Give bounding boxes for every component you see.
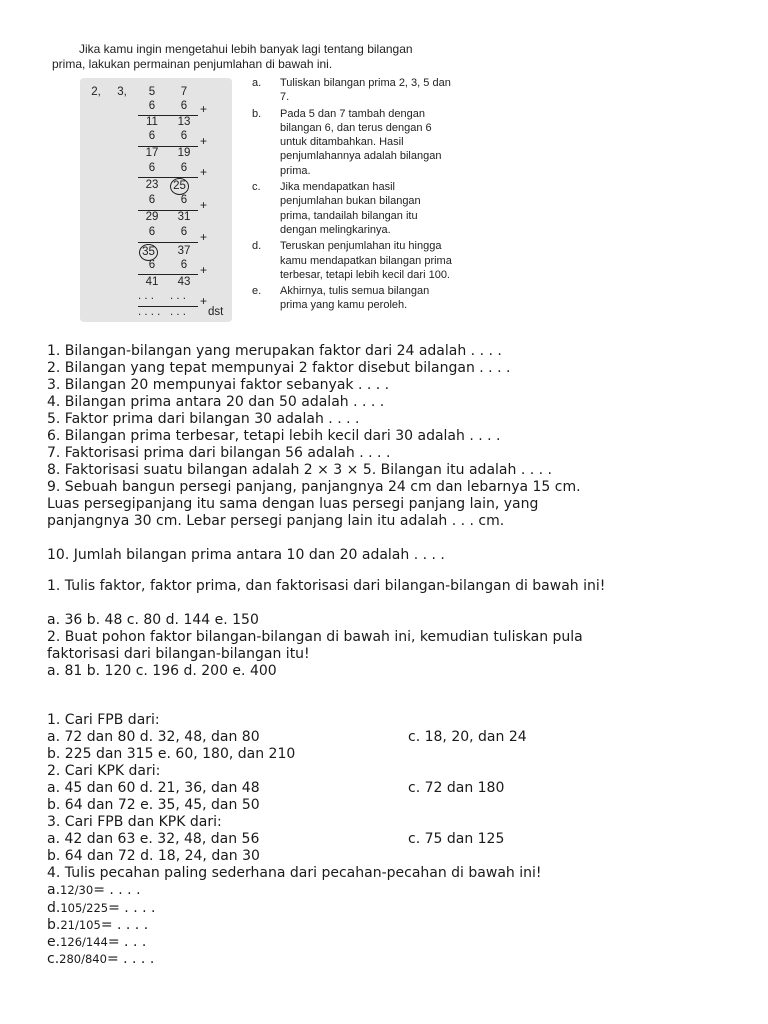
- fpb-option-c: c. 18, 20, dan 24: [408, 729, 527, 745]
- figure-sum: 31: [177, 211, 191, 223]
- fpb-kpk-question: 3. Cari FPB dan KPK dari:: [47, 814, 222, 830]
- fraction-expr: 280/840: [59, 952, 107, 966]
- kpk-option-c: c. 72 dan 180: [408, 780, 505, 796]
- figure-sum: 11: [146, 116, 158, 128]
- instruction-text: Akhirnya, tulis semua bilangan prima yang kamu peroleh.: [280, 285, 430, 312]
- figure-sum: 29: [145, 211, 159, 223]
- fpb-kpk-option-c: c. 75 dan 125: [408, 831, 505, 847]
- fraction-item: [47, 900, 155, 917]
- instruction-text: Jika mendapatkan hasil penjumlahan bukan bilangan prima, tandailah bilangan itu dengan melingkarinya.: [280, 181, 421, 236]
- game-instructions: [252, 76, 452, 313]
- kpk-options: a. 45 dan 60 d. 21, 36, dan 48: [47, 780, 260, 796]
- kpk-options: b. 64 dan 72 e. 35, 45, dan 50: [47, 797, 260, 813]
- fraction-label: c.: [47, 951, 60, 967]
- fraction-item: [47, 951, 154, 968]
- question-item: 7. Faktorisasi prima dari bilangan 56 adalah . . . .: [47, 445, 391, 461]
- figure-sum: 23: [145, 179, 159, 191]
- figure-sum: 17: [145, 147, 159, 159]
- figure-addend: 6: [148, 100, 156, 112]
- figure-sum: 19: [177, 147, 191, 159]
- figure-number: 5: [148, 86, 156, 98]
- fraction-tail: = . . . .: [106, 951, 155, 967]
- ellipsis: . . . .: [138, 306, 161, 318]
- figure-sum: 41: [145, 276, 159, 288]
- question-item: 8. Faktorisasi suatu bilangan adalah 2 × 3 × 5. Bilangan itu adalah . . . .: [47, 462, 552, 478]
- instruction-item: [252, 239, 452, 282]
- fraction-tail: = . . . .: [93, 882, 141, 898]
- fraction-question: 4. Tulis pecahan paling sederhana dari pecahan-pecahan di bawah ini!: [47, 865, 542, 881]
- fraction-label: b.: [47, 917, 61, 933]
- fpb-question: 1. Cari FPB dari:: [47, 712, 160, 728]
- sum-rule: [138, 242, 198, 243]
- instruction-letter: e.: [252, 285, 262, 298]
- fraction-tail: = . . .: [107, 934, 147, 950]
- question-item: 3. Bilangan 20 mempunyai faktor sebanyak . . . .: [47, 377, 390, 393]
- plus-sign: +: [200, 198, 208, 212]
- fpb-options: a. 72 dan 80 d. 32, 48, dan 80: [47, 729, 260, 745]
- fraction-expr: 105/225: [60, 901, 109, 915]
- sum-rule: [138, 177, 198, 178]
- instruction-letter: a.: [252, 77, 262, 89]
- plus-sign: +: [200, 263, 208, 277]
- instruction-item: [252, 284, 452, 313]
- plus-sign: +: [200, 294, 208, 308]
- fraction-expr: 126/144: [60, 935, 108, 949]
- instruction-item: [252, 180, 452, 237]
- sum-rule: [138, 274, 198, 275]
- figure-addend: 6: [180, 100, 188, 112]
- intro-text: [52, 42, 452, 72]
- circled-non-prime: 25: [170, 178, 189, 195]
- question-item: 4. Bilangan prima antara 20 dan 50 adalah . . . .: [47, 394, 385, 410]
- figure-sum: 37: [177, 245, 191, 257]
- plus-sign: +: [200, 102, 208, 116]
- fraction-label: d.: [47, 900, 61, 916]
- figure-addend: 6: [148, 226, 156, 238]
- prime-addition-figure: [80, 78, 232, 322]
- figure-addend: 6: [180, 194, 188, 206]
- fpb-kpk-options: b. 64 dan 72 d. 18, 24, dan 30: [47, 848, 260, 864]
- figure-sum: 13: [177, 116, 191, 128]
- figure-number: 2,: [91, 86, 101, 98]
- figure-number: 3,: [117, 86, 127, 98]
- instruction-text: Teruskan penjumlahan itu hingga kamu mendapatkan bilangan prima terbesar, tetapi lebih kecil dari 100.: [280, 240, 452, 281]
- fraction-item: [47, 917, 148, 934]
- instruction-letter: c.: [252, 181, 261, 194]
- question-item: 9. Sebuah bangun persegi panjang, panjangnya 24 cm dan lebarnya 15 cm. Luas persegipanjang itu sama dengan luas persegi panjang lain, yang panjangnya 30 cm. Lebar persegi panjang lain itu adalah . . . cm.: [47, 479, 581, 529]
- figure-addend: 6: [180, 162, 188, 174]
- figure-addend: 6: [148, 130, 156, 142]
- essay-options: a. 81 b. 120 c. 196 d. 200 e. 400: [47, 663, 277, 679]
- instruction-text: Tuliskan bilangan prima 2, 3, 5 dan 7.: [280, 77, 451, 104]
- question-item: 1. Bilangan-bilangan yang merupakan faktor dari 24 adalah . . . .: [47, 343, 502, 359]
- question-item: 2. Bilangan yang tepat mempunyai 2 faktor disebut bilangan . . . .: [47, 360, 511, 376]
- circled-non-prime: 35: [139, 244, 158, 261]
- fraction-item: [47, 934, 146, 951]
- plus-sign: +: [200, 165, 208, 179]
- fpb-options: b. 225 dan 315 e. 60, 180, dan 210: [47, 746, 296, 762]
- essay-question: 2. Buat pohon faktor bilangan-bilangan di bawah ini, kemudian tuliskan pula faktorisasi dari bilangan-bilangan itu!: [47, 629, 583, 662]
- figure-addend: 6: [180, 259, 188, 271]
- fraction-tail: = . . . .: [100, 917, 149, 933]
- figure-number: 7: [180, 86, 188, 98]
- figure-addend: 6: [180, 130, 188, 142]
- intro-line-1: Jika kamu ingin mengetahui lebih banyak lagi tentang bilangan: [79, 42, 413, 56]
- dst-label: dst: [208, 306, 224, 318]
- essay-options: a. 36 b. 48 c. 80 d. 144 e. 150: [47, 612, 259, 628]
- instruction-letter: d.: [252, 240, 262, 253]
- instruction-letter: b.: [252, 107, 262, 120]
- fpb-kpk-options: a. 42 dan 63 e. 32, 48, dan 56: [47, 831, 260, 847]
- question-item: 6. Bilangan prima terbesar, tetapi lebih kecil dari 30 adalah . . . .: [47, 428, 501, 444]
- ellipsis: . . .: [170, 306, 186, 318]
- figure-addend: 6: [148, 162, 156, 174]
- fraction-tail: = . . . .: [108, 900, 156, 916]
- figure-addend: 6: [148, 194, 156, 206]
- ellipsis: . . .: [138, 290, 154, 302]
- question-item: 10. Jumlah bilangan prima antara 10 dan 20 adalah . . . .: [47, 547, 445, 563]
- kpk-question: 2. Cari KPK dari:: [47, 763, 161, 779]
- plus-sign: +: [200, 134, 208, 148]
- fraction-label: e.: [47, 934, 61, 950]
- ellipsis: . . .: [170, 290, 186, 302]
- fraction-label: a.: [47, 882, 61, 898]
- figure-addend: 6: [180, 226, 188, 238]
- figure-sum: 43: [177, 276, 191, 288]
- fraction-item: [47, 882, 141, 899]
- fraction-expr: 12/30: [60, 883, 94, 897]
- plus-sign: +: [200, 230, 208, 244]
- essay-question: 1. Tulis faktor, faktor prima, dan faktorisasi dari bilangan-bilangan di bawah ini!: [47, 578, 606, 594]
- instruction-item: [252, 76, 452, 105]
- fraction-expr: 21/105: [60, 918, 101, 932]
- instruction-item: [252, 107, 452, 178]
- instruction-text: Pada 5 dan 7 tambah dengan bilangan 6, dan terus dengan 6 untuk ditambahkan. Hasil penjumlahannya adalah bilangan prima.: [280, 107, 442, 177]
- question-item: 5. Faktor prima dari bilangan 30 adalah . . . .: [47, 411, 360, 427]
- intro-line-2: prima, lakukan permainan penjumlahan di bawah ini.: [52, 57, 333, 71]
- figure-addend: 6: [148, 259, 156, 271]
